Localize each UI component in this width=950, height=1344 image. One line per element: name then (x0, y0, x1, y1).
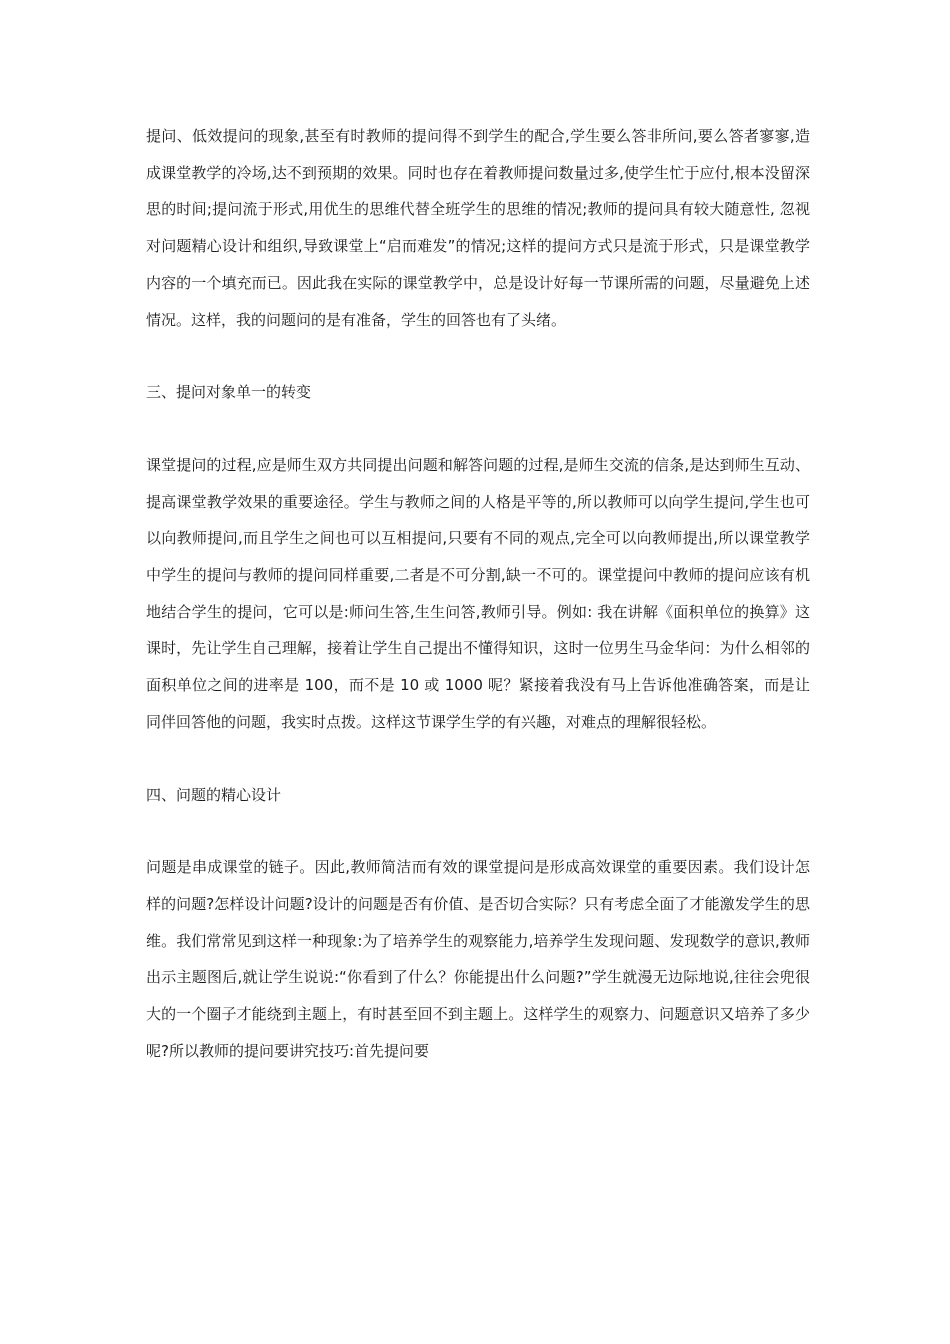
spacer (146, 338, 810, 374)
paragraph-intro: 提问、低效提问的现象,甚至有时教师的提问得不到学生的配合,学生要么答非所问,要么答者寥寥,造成课堂教学的冷场,达不到预期的效果。同时也存在着教师提问数量过多,使学生忙于应付,根本没留深思的时间;提问流于形式,用优生的思维代替全班学生的思维的情况;教师的提问具有较大随意性, 忽视对问题精心设计和组织,导致课堂上“启而难发”的情况;这样的提问方式只是流于形式，只是课堂教学内容的一个填充而已。因此我在实际的课堂教学中，总是设计好每一节课所需的问题，尽量避免上述情况。这样，我的问题问的是有准备，学生的回答也有了头绪。 (146, 127, 810, 329)
paragraph-section-3: 课堂提问的过程,应是师生双方共同提出问题和解答问题的过程,是师生交流的信条,是达到师生互动、提高课堂教学效果的重要途径。学生与教师之间的人格是平等的,所以教师可以向学生提问,学生也可以向教师提问,而且学生之间也可以互相提问,只要有不同的观点,完全可以向教师提出,所以课堂教学中学生的提问与教师的提问同样重要,二者是不可分割,缺一不可的。课堂提问中教师的提问应该有机地结合学生的提问，它可以是:师问生答,生生问答,教师引导。例如: 我在讲解《面积单位的换算》这课时，先让学生自己理解，接着让学生自己提出不懂得知识，这时一位男生马金华问：为什么相邻的面积单位之间的进率是 100，而不是 10 或 1000 呢？紧接着我没有马上告诉他准确答案，而是让同伴回答他的问题，我实时点拨。这样这节课学生学的有兴趣，对难点的理解很轻松。 (146, 455, 810, 731)
spacer (146, 813, 810, 849)
document-body (146, 118, 810, 1069)
section-heading-3: 三、提问对象单一的转变 (146, 383, 312, 402)
spacer (146, 411, 810, 447)
section-heading-4: 四、问题的精心设计 (146, 785, 282, 804)
paragraph-section-4: 问题是串成课堂的链子。因此,教师简洁而有效的课堂提问是形成高效课堂的重要因素。我们设计怎样的问题?怎样设计问题?设计的问题是否有价值、是否切合实际？只有考虑全面了才能激发学生的思维。我们常常见到这样一种现象:为了培养学生的观察能力,培养学生发现问题、发现数学的意识,教师出示主题图后,就让学生说说:“你看到了什么？你能提出什么问题?”学生就漫无边际地说,往往会兜很大的一个圈子才能绕到主题上，有时甚至回不到主题上。这样学生的观察力、问题意识又培养了多少呢?所以教师的提问要讲究技巧:首先提问要 (146, 858, 810, 1060)
spacer (146, 741, 810, 777)
